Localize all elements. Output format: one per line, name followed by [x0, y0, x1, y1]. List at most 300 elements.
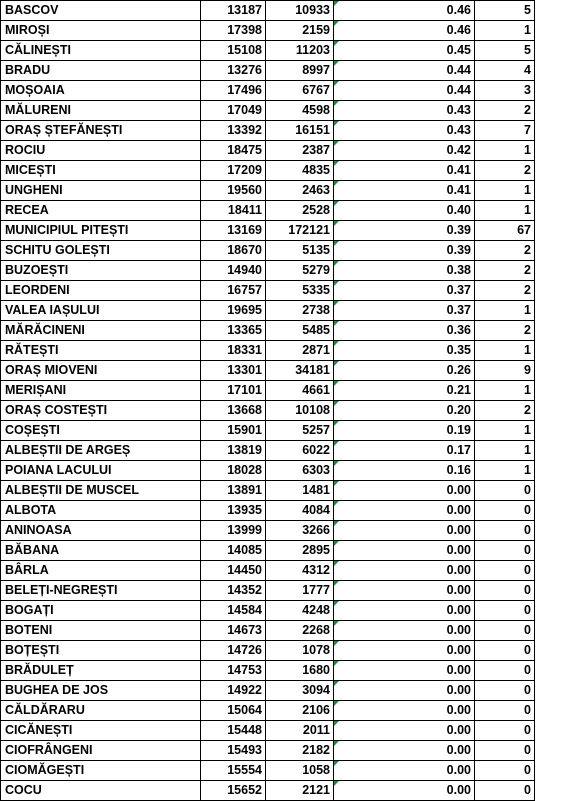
- locality-cell[interactable]: [1, 561, 201, 581]
- code-cell[interactable]: [201, 421, 266, 441]
- population-cell[interactable]: [266, 221, 334, 241]
- table-row[interactable]: [1, 201, 535, 221]
- locality-cell-text: CICĂNEȘTI: [5, 723, 73, 737]
- cases-cell-text: 0: [524, 543, 531, 557]
- locality-cell[interactable]: [1, 721, 201, 741]
- population-cell[interactable]: [266, 641, 334, 661]
- cases-cell[interactable]: [475, 661, 535, 681]
- rate-cell[interactable]: [334, 61, 475, 81]
- population-cell[interactable]: [266, 1, 334, 21]
- code-cell[interactable]: [201, 481, 266, 501]
- code-cell[interactable]: [201, 281, 266, 301]
- locality-cell[interactable]: [1, 181, 201, 201]
- code-cell-text: 16757: [227, 283, 262, 297]
- cases-cell[interactable]: [475, 781, 535, 801]
- cases-cell[interactable]: [475, 421, 535, 441]
- code-cell[interactable]: [201, 501, 266, 521]
- code-cell[interactable]: [201, 161, 266, 181]
- rate-cell[interactable]: [334, 701, 475, 721]
- code-cell-text: 13891: [227, 483, 262, 497]
- locality-cell[interactable]: [1, 81, 201, 101]
- population-cell[interactable]: [266, 261, 334, 281]
- cases-cell[interactable]: [475, 261, 535, 281]
- code-cell[interactable]: [201, 701, 266, 721]
- population-cell[interactable]: [266, 581, 334, 601]
- cases-cell[interactable]: [475, 401, 535, 421]
- table-row[interactable]: [1, 541, 535, 561]
- rate-cell[interactable]: [334, 361, 475, 381]
- population-cell[interactable]: [266, 281, 334, 301]
- code-cell[interactable]: [201, 181, 266, 201]
- error-indicator-icon: [334, 661, 339, 666]
- rate-cell[interactable]: [334, 261, 475, 281]
- population-cell[interactable]: [266, 201, 334, 221]
- population-cell[interactable]: [266, 241, 334, 261]
- cases-cell-text: 2: [524, 263, 531, 277]
- population-cell[interactable]: [266, 781, 334, 801]
- rate-cell[interactable]: [334, 761, 475, 781]
- cases-cell[interactable]: [475, 301, 535, 321]
- table-row[interactable]: [1, 361, 535, 381]
- rate-cell[interactable]: [334, 781, 475, 801]
- population-cell[interactable]: [266, 421, 334, 441]
- table-row[interactable]: [1, 461, 535, 481]
- error-indicator-icon: [334, 461, 339, 466]
- code-cell-text: 13668: [227, 403, 262, 417]
- cases-cell[interactable]: [475, 601, 535, 621]
- cases-cell[interactable]: [475, 1, 535, 21]
- cases-cell-text: 9: [524, 363, 531, 377]
- population-cell-text: 5335: [302, 283, 330, 297]
- population-cell[interactable]: [266, 621, 334, 641]
- table-row[interactable]: [1, 321, 535, 341]
- rate-cell[interactable]: [334, 41, 475, 61]
- locality-cell[interactable]: [1, 701, 201, 721]
- locality-cell[interactable]: [1, 121, 201, 141]
- locality-cell[interactable]: [1, 61, 201, 81]
- code-cell[interactable]: [201, 621, 266, 641]
- code-cell[interactable]: [201, 561, 266, 581]
- locality-cell[interactable]: [1, 761, 201, 781]
- locality-cell-text: BRĂDULEȚ: [5, 663, 74, 677]
- rate-cell-text: 0.00: [446, 483, 471, 497]
- population-cell-text: 5485: [302, 323, 330, 337]
- population-cell[interactable]: [266, 301, 334, 321]
- cases-cell[interactable]: [475, 121, 535, 141]
- code-cell[interactable]: [201, 521, 266, 541]
- locality-cell-text: BELEȚI-NEGREȘTI: [5, 583, 118, 597]
- population-cell-text: 2528: [302, 203, 330, 217]
- error-indicator-icon: [334, 81, 339, 86]
- locality-cell[interactable]: [1, 141, 201, 161]
- table-row[interactable]: [1, 641, 535, 661]
- code-cell-text: 14085: [227, 543, 262, 557]
- population-cell[interactable]: [266, 601, 334, 621]
- table-row[interactable]: [1, 661, 535, 681]
- cases-cell[interactable]: [475, 521, 535, 541]
- population-cell-text: 8997: [302, 63, 330, 77]
- locality-cell[interactable]: [1, 421, 201, 441]
- table-row[interactable]: [1, 421, 535, 441]
- rate-cell[interactable]: [334, 641, 475, 661]
- code-cell[interactable]: [201, 81, 266, 101]
- rate-cell[interactable]: [334, 181, 475, 201]
- code-cell-text: 13365: [227, 323, 262, 337]
- cases-cell-text: 0: [524, 583, 531, 597]
- table-row[interactable]: [1, 161, 535, 181]
- cases-cell[interactable]: [475, 61, 535, 81]
- cases-cell[interactable]: [475, 641, 535, 661]
- cases-cell[interactable]: [475, 141, 535, 161]
- locality-cell[interactable]: [1, 441, 201, 461]
- error-indicator-icon: [334, 721, 339, 726]
- rate-cell[interactable]: [334, 1, 475, 21]
- table-row[interactable]: [1, 741, 535, 761]
- code-cell[interactable]: [201, 681, 266, 701]
- cases-cell[interactable]: [475, 621, 535, 641]
- population-cell-text: 2121: [302, 783, 330, 797]
- cases-cell[interactable]: [475, 541, 535, 561]
- population-cell-text: 2895: [302, 543, 330, 557]
- cases-cell[interactable]: [475, 381, 535, 401]
- cases-cell[interactable]: [475, 721, 535, 741]
- cases-cell[interactable]: [475, 741, 535, 761]
- locality-cell[interactable]: [1, 261, 201, 281]
- code-cell[interactable]: [201, 661, 266, 681]
- table-row[interactable]: [1, 301, 535, 321]
- rate-cell[interactable]: [334, 601, 475, 621]
- locality-cell[interactable]: [1, 621, 201, 641]
- locality-cell[interactable]: [1, 661, 201, 681]
- error-indicator-icon: [334, 241, 339, 246]
- rate-cell[interactable]: [334, 561, 475, 581]
- population-cell[interactable]: [266, 741, 334, 761]
- cases-cell-text: 0: [524, 503, 531, 517]
- locality-cell[interactable]: [1, 301, 201, 321]
- table-row[interactable]: [1, 621, 535, 641]
- code-cell[interactable]: [201, 541, 266, 561]
- population-cell[interactable]: [266, 381, 334, 401]
- population-cell-text: 2463: [302, 183, 330, 197]
- code-cell[interactable]: [201, 781, 266, 801]
- locality-cell-text: MICEȘTI: [5, 163, 56, 177]
- cases-cell[interactable]: [475, 701, 535, 721]
- cases-cell-text: 2: [524, 163, 531, 177]
- table-row[interactable]: [1, 441, 535, 461]
- table-row[interactable]: [1, 521, 535, 541]
- table-row[interactable]: [1, 481, 535, 501]
- population-cell[interactable]: [266, 701, 334, 721]
- rate-cell-text: 0.00: [446, 663, 471, 677]
- population-cell[interactable]: [266, 61, 334, 81]
- population-cell-text: 1777: [302, 583, 330, 597]
- rate-cell-text: 0.43: [446, 103, 471, 117]
- population-cell[interactable]: [266, 481, 334, 501]
- error-indicator-icon: [334, 621, 339, 626]
- population-cell[interactable]: [266, 441, 334, 461]
- rate-cell[interactable]: [334, 501, 475, 521]
- cases-cell[interactable]: [475, 461, 535, 481]
- rate-cell[interactable]: [334, 621, 475, 641]
- rate-cell[interactable]: [334, 741, 475, 761]
- locality-cell-text: BUGHEA DE JOS: [5, 683, 109, 697]
- code-cell[interactable]: [201, 641, 266, 661]
- locality-cell-text: COCU: [5, 783, 42, 797]
- table-row[interactable]: [1, 41, 535, 61]
- population-cell[interactable]: [266, 181, 334, 201]
- code-cell[interactable]: [201, 121, 266, 141]
- rate-cell[interactable]: [334, 441, 475, 461]
- population-cell[interactable]: [266, 361, 334, 381]
- locality-cell[interactable]: [1, 21, 201, 41]
- rate-cell-text: 0.00: [446, 623, 471, 637]
- code-cell[interactable]: [201, 721, 266, 741]
- locality-cell[interactable]: [1, 221, 201, 241]
- error-indicator-icon: [334, 481, 339, 486]
- population-cell[interactable]: [266, 161, 334, 181]
- rate-cell[interactable]: [334, 481, 475, 501]
- rate-cell[interactable]: [334, 661, 475, 681]
- cases-cell[interactable]: [475, 161, 535, 181]
- rate-cell[interactable]: [334, 721, 475, 741]
- error-indicator-icon: [334, 361, 339, 366]
- locality-cell-text: CIOFRÂNGENI: [5, 743, 93, 757]
- cases-cell[interactable]: [475, 441, 535, 461]
- code-cell[interactable]: [201, 61, 266, 81]
- table-row[interactable]: [1, 241, 535, 261]
- code-cell[interactable]: [201, 1, 266, 21]
- cases-cell[interactable]: [475, 501, 535, 521]
- locality-cell[interactable]: [1, 381, 201, 401]
- table-row[interactable]: [1, 341, 535, 361]
- locality-cell[interactable]: [1, 401, 201, 421]
- cases-cell[interactable]: [475, 101, 535, 121]
- locality-cell[interactable]: [1, 161, 201, 181]
- cases-cell[interactable]: [475, 561, 535, 581]
- table-row[interactable]: [1, 221, 535, 241]
- locality-cell[interactable]: [1, 361, 201, 381]
- locality-cell[interactable]: [1, 201, 201, 221]
- locality-cell[interactable]: [1, 481, 201, 501]
- cases-cell[interactable]: [475, 761, 535, 781]
- locality-cell[interactable]: [1, 1, 201, 21]
- population-cell[interactable]: [266, 121, 334, 141]
- locality-cell[interactable]: [1, 281, 201, 301]
- locality-cell[interactable]: [1, 41, 201, 61]
- code-cell[interactable]: [201, 341, 266, 361]
- table-row[interactable]: [1, 721, 535, 741]
- rate-cell-text: 0.00: [446, 683, 471, 697]
- locality-cell[interactable]: [1, 781, 201, 801]
- population-cell-text: 2738: [302, 303, 330, 317]
- locality-cell[interactable]: [1, 101, 201, 121]
- cases-cell-text: 3: [524, 83, 531, 97]
- rate-cell-text: 0.26: [446, 363, 471, 377]
- table-row[interactable]: [1, 701, 535, 721]
- locality-cell[interactable]: [1, 521, 201, 541]
- locality-cell[interactable]: [1, 681, 201, 701]
- table-row[interactable]: [1, 181, 535, 201]
- table-row[interactable]: [1, 101, 535, 121]
- rate-cell[interactable]: [334, 581, 475, 601]
- code-cell[interactable]: [201, 221, 266, 241]
- population-cell[interactable]: [266, 401, 334, 421]
- population-cell[interactable]: [266, 561, 334, 581]
- population-cell-text: 1078: [302, 643, 330, 657]
- locality-cell[interactable]: [1, 541, 201, 561]
- code-cell-text: 13392: [227, 123, 262, 137]
- cases-cell[interactable]: [475, 481, 535, 501]
- cases-cell[interactable]: [475, 201, 535, 221]
- table-row[interactable]: [1, 601, 535, 621]
- cases-cell[interactable]: [475, 341, 535, 361]
- population-cell-text: 10108: [295, 403, 330, 417]
- code-cell[interactable]: [201, 321, 266, 341]
- rate-cell[interactable]: [334, 201, 475, 221]
- code-cell[interactable]: [201, 461, 266, 481]
- table-row[interactable]: [1, 501, 535, 521]
- population-cell-text: 4598: [302, 103, 330, 117]
- population-cell[interactable]: [266, 681, 334, 701]
- rate-cell[interactable]: [334, 281, 475, 301]
- code-cell[interactable]: [201, 41, 266, 61]
- population-cell[interactable]: [266, 541, 334, 561]
- code-cell-text: 18331: [227, 343, 262, 357]
- code-cell[interactable]: [201, 201, 266, 221]
- cases-cell[interactable]: [475, 581, 535, 601]
- table-row[interactable]: [1, 281, 535, 301]
- rate-cell[interactable]: [334, 321, 475, 341]
- table-row[interactable]: [1, 61, 535, 81]
- table-row[interactable]: [1, 1, 535, 21]
- code-cell[interactable]: [201, 381, 266, 401]
- locality-cell[interactable]: [1, 461, 201, 481]
- error-indicator-icon: [334, 1, 339, 6]
- rate-cell[interactable]: [334, 421, 475, 441]
- code-cell[interactable]: [201, 141, 266, 161]
- error-indicator-icon: [334, 121, 339, 126]
- cases-cell[interactable]: [475, 281, 535, 301]
- rate-cell[interactable]: [334, 101, 475, 121]
- rate-cell[interactable]: [334, 341, 475, 361]
- locality-cell[interactable]: [1, 741, 201, 761]
- cases-cell[interactable]: [475, 21, 535, 41]
- table-row[interactable]: [1, 81, 535, 101]
- locality-cell[interactable]: [1, 241, 201, 261]
- locality-cell-text: ORAȘ COSTEȘTI: [5, 403, 108, 417]
- cases-cell-text: 0: [524, 763, 531, 777]
- code-cell[interactable]: [201, 241, 266, 261]
- rate-cell[interactable]: [334, 21, 475, 41]
- table-row[interactable]: [1, 561, 535, 581]
- cases-cell[interactable]: [475, 681, 535, 701]
- population-cell[interactable]: [266, 461, 334, 481]
- locality-cell[interactable]: [1, 641, 201, 661]
- rate-cell[interactable]: [334, 301, 475, 321]
- table-row[interactable]: [1, 681, 535, 701]
- code-cell[interactable]: [201, 301, 266, 321]
- locality-cell-text: UNGHENI: [5, 183, 63, 197]
- table-row[interactable]: [1, 781, 535, 801]
- population-cell[interactable]: [266, 21, 334, 41]
- cases-cell[interactable]: [475, 41, 535, 61]
- code-cell[interactable]: [201, 361, 266, 381]
- table-row[interactable]: [1, 581, 535, 601]
- rate-cell[interactable]: [334, 161, 475, 181]
- population-cell[interactable]: [266, 521, 334, 541]
- population-cell[interactable]: [266, 721, 334, 741]
- locality-cell-text: ALBOTA: [5, 503, 57, 517]
- locality-cell[interactable]: [1, 501, 201, 521]
- table-row[interactable]: [1, 141, 535, 161]
- population-cell-text: 1680: [302, 663, 330, 677]
- rate-cell[interactable]: [334, 681, 475, 701]
- table-row[interactable]: [1, 121, 535, 141]
- cases-cell-text: 0: [524, 603, 531, 617]
- table-row[interactable]: [1, 761, 535, 781]
- code-cell[interactable]: [201, 741, 266, 761]
- population-cell[interactable]: [266, 141, 334, 161]
- code-cell[interactable]: [201, 761, 266, 781]
- cases-cell[interactable]: [475, 361, 535, 381]
- cases-cell[interactable]: [475, 241, 535, 261]
- locality-cell-text: MERIȘANI: [5, 383, 67, 397]
- cases-cell[interactable]: [475, 181, 535, 201]
- population-cell[interactable]: [266, 761, 334, 781]
- locality-cell[interactable]: [1, 321, 201, 341]
- population-cell[interactable]: [266, 41, 334, 61]
- population-cell[interactable]: [266, 81, 334, 101]
- code-cell-text: 17049: [227, 103, 262, 117]
- rate-cell[interactable]: [334, 401, 475, 421]
- table-row[interactable]: [1, 21, 535, 41]
- rate-cell[interactable]: [334, 521, 475, 541]
- rate-cell[interactable]: [334, 381, 475, 401]
- locality-cell[interactable]: [1, 601, 201, 621]
- code-cell[interactable]: [201, 21, 266, 41]
- cases-cell[interactable]: [475, 81, 535, 101]
- code-cell[interactable]: [201, 261, 266, 281]
- rate-cell[interactable]: [334, 221, 475, 241]
- rate-cell[interactable]: [334, 121, 475, 141]
- locality-cell-text: RECEA: [5, 203, 49, 217]
- rate-cell[interactable]: [334, 81, 475, 101]
- population-cell[interactable]: [266, 101, 334, 121]
- population-cell[interactable]: [266, 661, 334, 681]
- population-cell[interactable]: [266, 321, 334, 341]
- error-indicator-icon: [334, 601, 339, 606]
- rate-cell[interactable]: [334, 541, 475, 561]
- population-cell[interactable]: [266, 501, 334, 521]
- table-row[interactable]: [1, 381, 535, 401]
- error-indicator-icon: [334, 221, 339, 226]
- code-cell[interactable]: [201, 401, 266, 421]
- code-cell[interactable]: [201, 581, 266, 601]
- rate-cell[interactable]: [334, 461, 475, 481]
- rate-cell[interactable]: [334, 241, 475, 261]
- locality-cell[interactable]: [1, 341, 201, 361]
- cases-cell[interactable]: [475, 321, 535, 341]
- code-cell[interactable]: [201, 601, 266, 621]
- locality-cell[interactable]: [1, 581, 201, 601]
- code-cell[interactable]: [201, 101, 266, 121]
- rate-cell[interactable]: [334, 141, 475, 161]
- table-row[interactable]: [1, 261, 535, 281]
- population-cell[interactable]: [266, 341, 334, 361]
- table-row[interactable]: [1, 401, 535, 421]
- code-cell[interactable]: [201, 441, 266, 461]
- cases-cell[interactable]: [475, 221, 535, 241]
